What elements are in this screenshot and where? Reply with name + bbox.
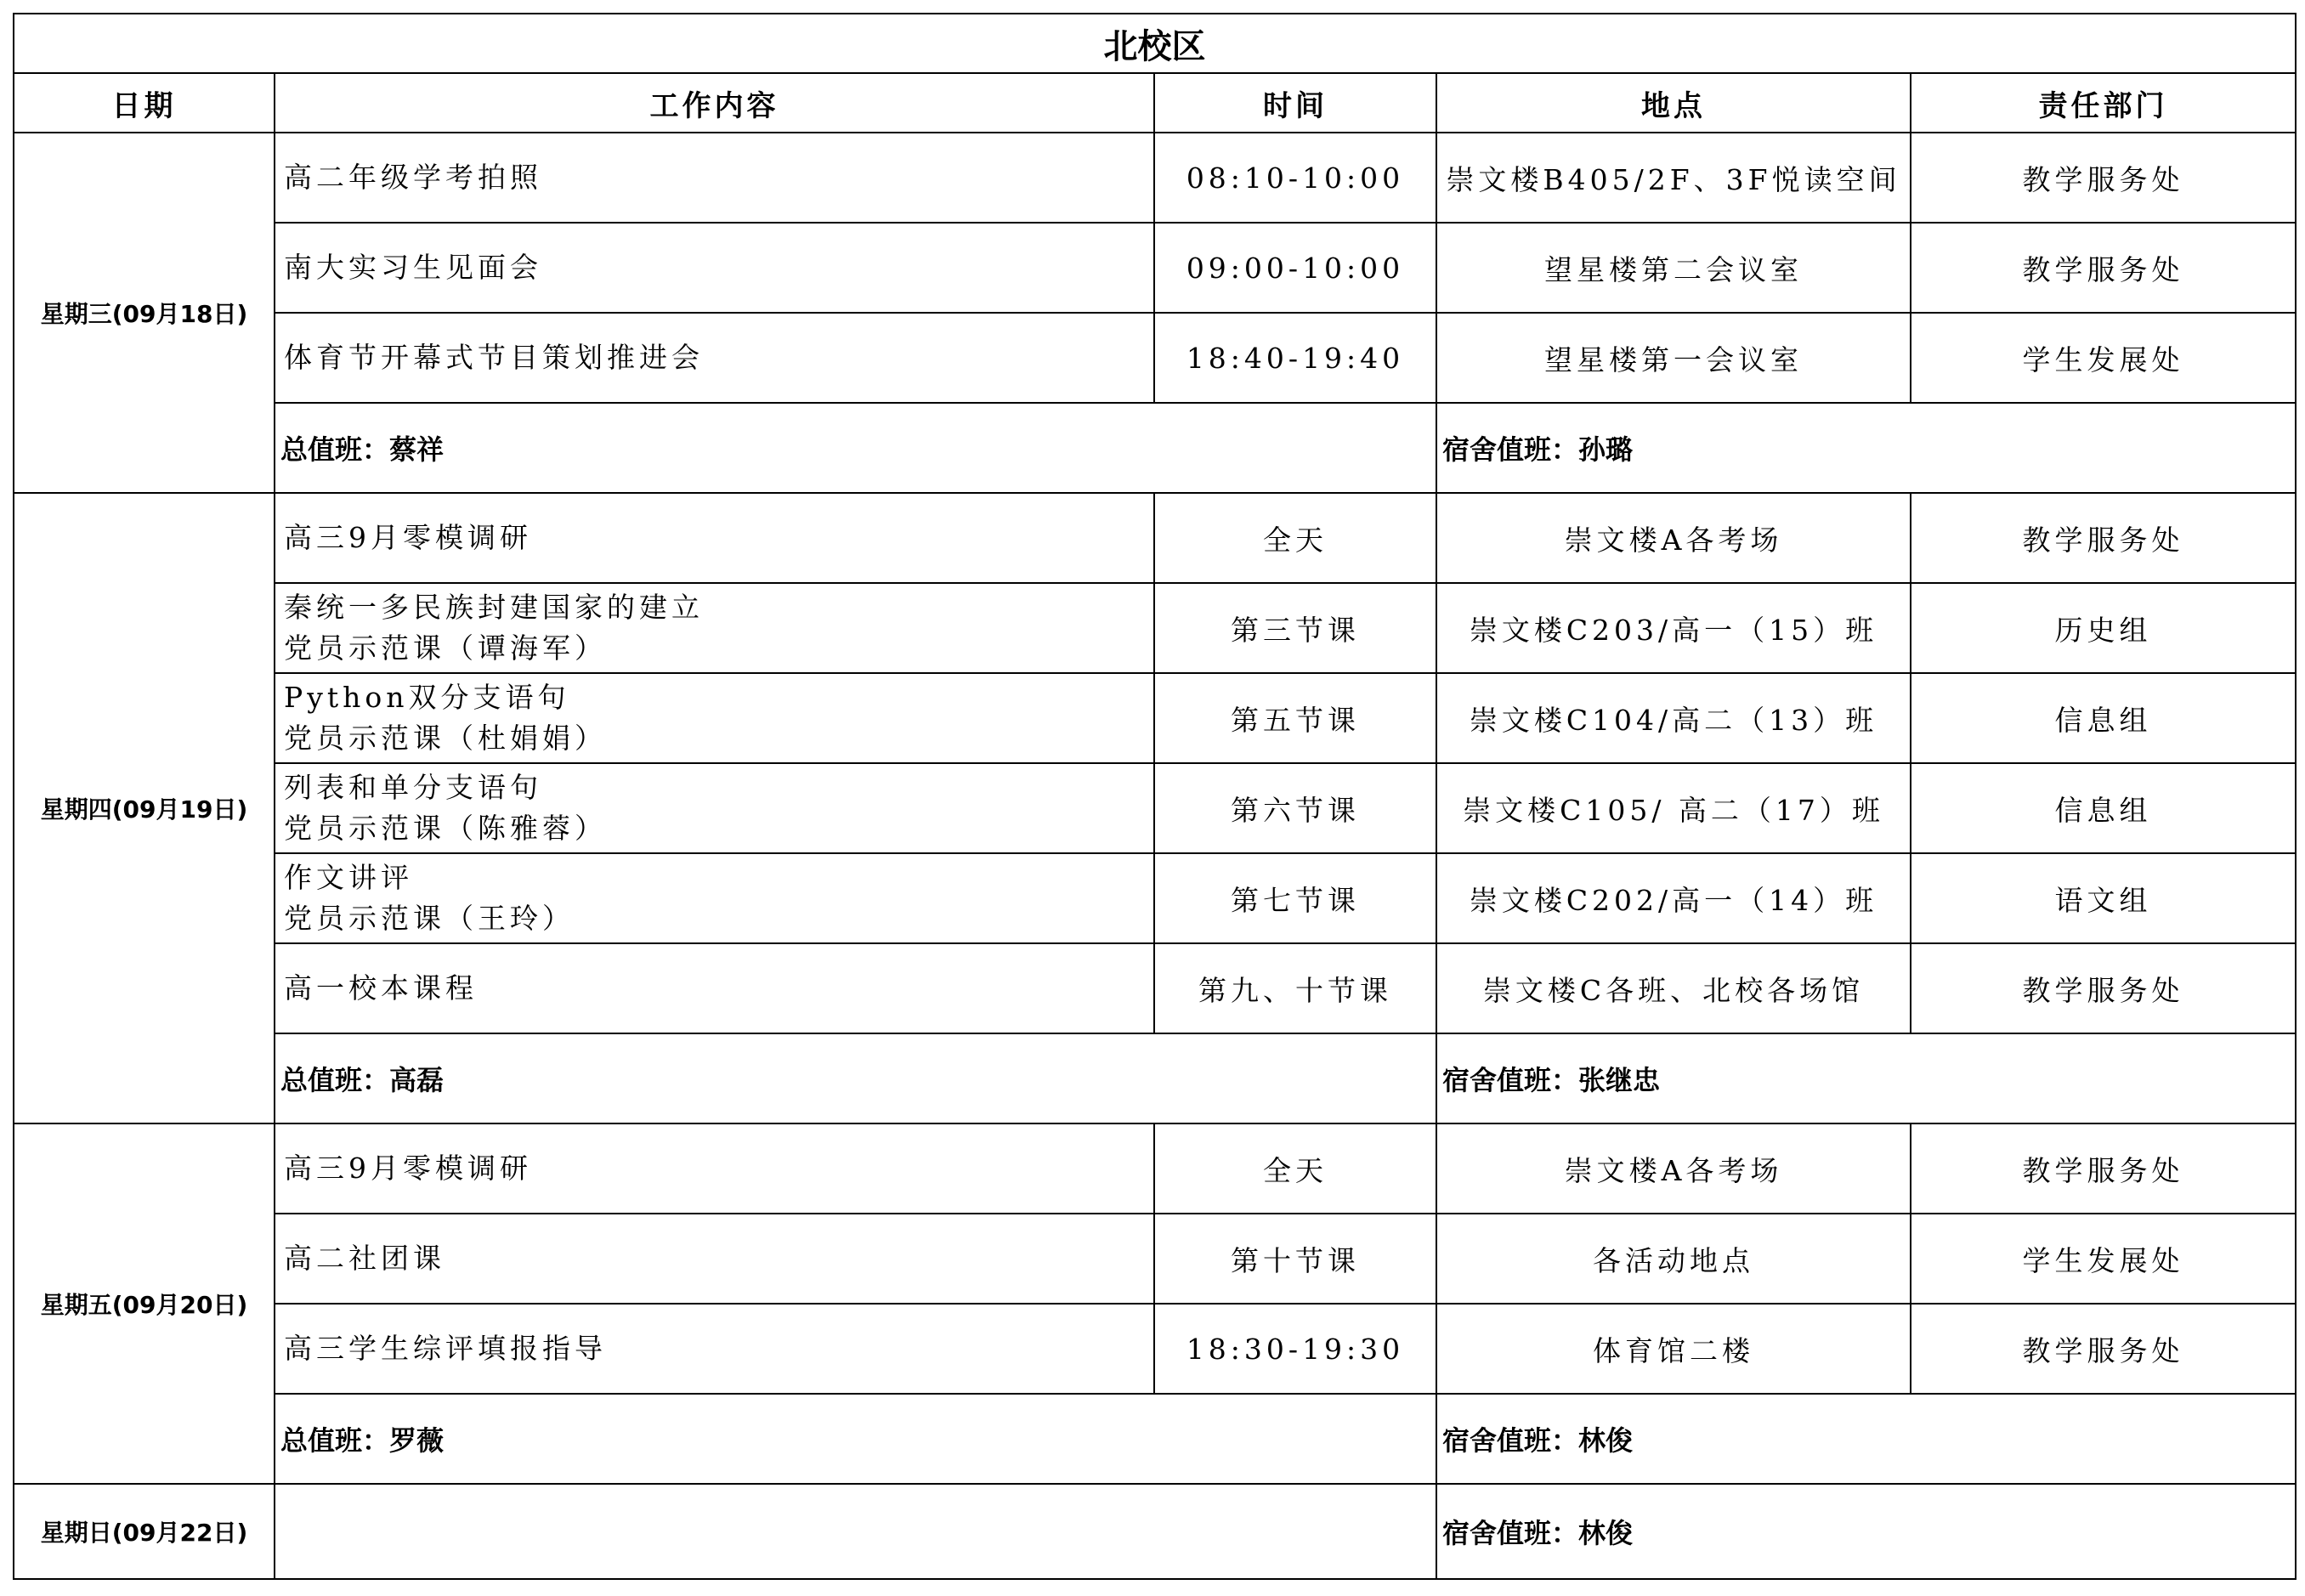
work-content-line: 秦统一多民族封建国家的建立 <box>284 591 704 624</box>
work-content-line: 高一校本课程 <box>284 971 478 1005</box>
table-row <box>14 223 2296 313</box>
work-content-cell <box>275 1123 1154 1214</box>
date-cell: 星期三(09月18日) <box>14 133 275 493</box>
dept-cell: 信息组 <box>1911 673 2296 763</box>
time-cell: 09:00-10:00 <box>1154 223 1436 313</box>
dept-cell: 历史组 <box>1911 583 2296 673</box>
dept-cell: 教学服务处 <box>1911 1304 2296 1394</box>
place-cell: 体育馆二楼 <box>1436 1304 1911 1394</box>
dept-cell: 教学服务处 <box>1911 493 2296 583</box>
work-content-line: 作文讲评 <box>284 861 413 894</box>
work-content-cell <box>275 493 1154 583</box>
work-content-line: 列表和单分支语句 <box>284 771 542 804</box>
dept-cell: 教学服务处 <box>1911 133 2296 223</box>
duty-row <box>14 403 2296 493</box>
work-content-line: 高二社团课 <box>284 1242 445 1275</box>
dorm-duty-cell: 宿舍值班：林俊 <box>1436 1394 2296 1484</box>
place-cell: 崇文楼A各考场 <box>1436 493 1911 583</box>
header-dept: 责任部门 <box>1911 73 2296 133</box>
work-content-cell <box>275 943 1154 1033</box>
table-row <box>14 583 2296 673</box>
header-work: 工作内容 <box>275 73 1154 133</box>
place-cell: 崇文楼C各班、北校各场馆 <box>1436 943 1911 1033</box>
sunday-row <box>14 1484 2296 1579</box>
work-content-cell <box>275 763 1154 853</box>
table-row <box>14 133 2296 223</box>
place-cell: 望星楼第二会议室 <box>1436 223 1911 313</box>
work-content-line: 体育节开幕式节目策划推进会 <box>284 341 704 374</box>
duty-row <box>14 1394 2296 1484</box>
time-cell: 第九、十节课 <box>1154 943 1436 1033</box>
place-cell: 崇文楼C203/高一（15）班 <box>1436 583 1911 673</box>
work-content-line: 南大实习生见面会 <box>284 251 542 284</box>
place-cell: 各活动地点 <box>1436 1214 1911 1304</box>
work-content-line: 党员示范课（杜娟娟） <box>284 722 607 755</box>
work-content-line: 高三9月零模调研 <box>284 1152 532 1185</box>
dorm-duty-cell: 宿舍值班：张继忠 <box>1436 1033 2296 1123</box>
table-row <box>14 763 2296 853</box>
dept-cell: 信息组 <box>1911 763 2296 853</box>
time-cell: 08:10-10:00 <box>1154 133 1436 223</box>
work-content-cell <box>275 133 1154 223</box>
place-cell: 崇文楼C202/高一（14）班 <box>1436 853 1911 943</box>
work-content-line: 高三9月零模调研 <box>284 521 532 554</box>
place-cell: 崇文楼C104/高二（13）班 <box>1436 673 1911 763</box>
dept-cell: 语文组 <box>1911 853 2296 943</box>
dept-cell: 教学服务处 <box>1911 1123 2296 1214</box>
table-row <box>14 1123 2296 1214</box>
time-cell: 全天 <box>1154 493 1436 583</box>
work-content-line: 党员示范课（陈雅蓉） <box>284 812 607 845</box>
work-content-cell <box>275 853 1154 943</box>
table-row <box>14 853 2296 943</box>
work-content-cell <box>275 583 1154 673</box>
place-cell: 崇文楼A各考场 <box>1436 1123 1911 1214</box>
table-title: 北校区 <box>14 14 2296 73</box>
table-row <box>14 1304 2296 1394</box>
time-cell: 全天 <box>1154 1123 1436 1214</box>
table-row <box>14 673 2296 763</box>
dorm-duty-cell: 宿舍值班：林俊 <box>1436 1484 2296 1579</box>
time-cell: 18:40-19:40 <box>1154 313 1436 403</box>
duty-row <box>14 1033 2296 1123</box>
time-cell: 第五节课 <box>1154 673 1436 763</box>
time-cell: 第三节课 <box>1154 583 1436 673</box>
time-cell: 第十节课 <box>1154 1214 1436 1304</box>
date-cell: 星期四(09月19日) <box>14 493 275 1123</box>
work-content-cell <box>275 223 1154 313</box>
table-row <box>14 1214 2296 1304</box>
time-cell: 第六节课 <box>1154 763 1436 853</box>
place-cell: 崇文楼B405/2F、3F悦读空间 <box>1436 133 1911 223</box>
dept-cell: 教学服务处 <box>1911 943 2296 1033</box>
work-content-cell <box>275 1304 1154 1394</box>
dept-cell: 教学服务处 <box>1911 223 2296 313</box>
work-content-cell <box>275 673 1154 763</box>
table-row <box>14 943 2296 1033</box>
date-cell: 星期日(09月22日) <box>14 1484 275 1579</box>
header-date: 日期 <box>14 73 275 133</box>
dept-cell: 学生发展处 <box>1911 1214 2296 1304</box>
work-content-line: 高三学生综评填报指导 <box>284 1332 607 1365</box>
place-cell: 崇文楼C105/ 高二（17）班 <box>1436 763 1911 853</box>
work-content-line: 党员示范课（谭海军） <box>284 631 607 665</box>
time-cell: 18:30-19:30 <box>1154 1304 1436 1394</box>
dept-cell: 学生发展处 <box>1911 313 2296 403</box>
schedule-table <box>13 13 2297 1580</box>
dorm-duty-cell: 宿舍值班：孙璐 <box>1436 403 2296 493</box>
table-row <box>14 313 2296 403</box>
work-content-line: 高二年级学考拍照 <box>284 161 542 194</box>
work-content-cell <box>275 313 1154 403</box>
general-duty-cell: 总值班：蔡祥 <box>275 403 1436 493</box>
header-place: 地点 <box>1436 73 1911 133</box>
table-row <box>14 493 2296 583</box>
work-content-line: 党员示范课（王玲） <box>284 902 575 935</box>
time-cell: 第七节课 <box>1154 853 1436 943</box>
date-cell: 星期五(09月20日) <box>14 1123 275 1484</box>
work-content-cell <box>275 1214 1154 1304</box>
work-content-line: Python双分支语句 <box>284 681 570 714</box>
header-time: 时间 <box>1154 73 1436 133</box>
general-duty-cell: 总值班：高磊 <box>275 1033 1436 1123</box>
place-cell: 望星楼第一会议室 <box>1436 313 1911 403</box>
general-duty-cell <box>275 1484 1436 1579</box>
general-duty-cell: 总值班：罗薇 <box>275 1394 1436 1484</box>
